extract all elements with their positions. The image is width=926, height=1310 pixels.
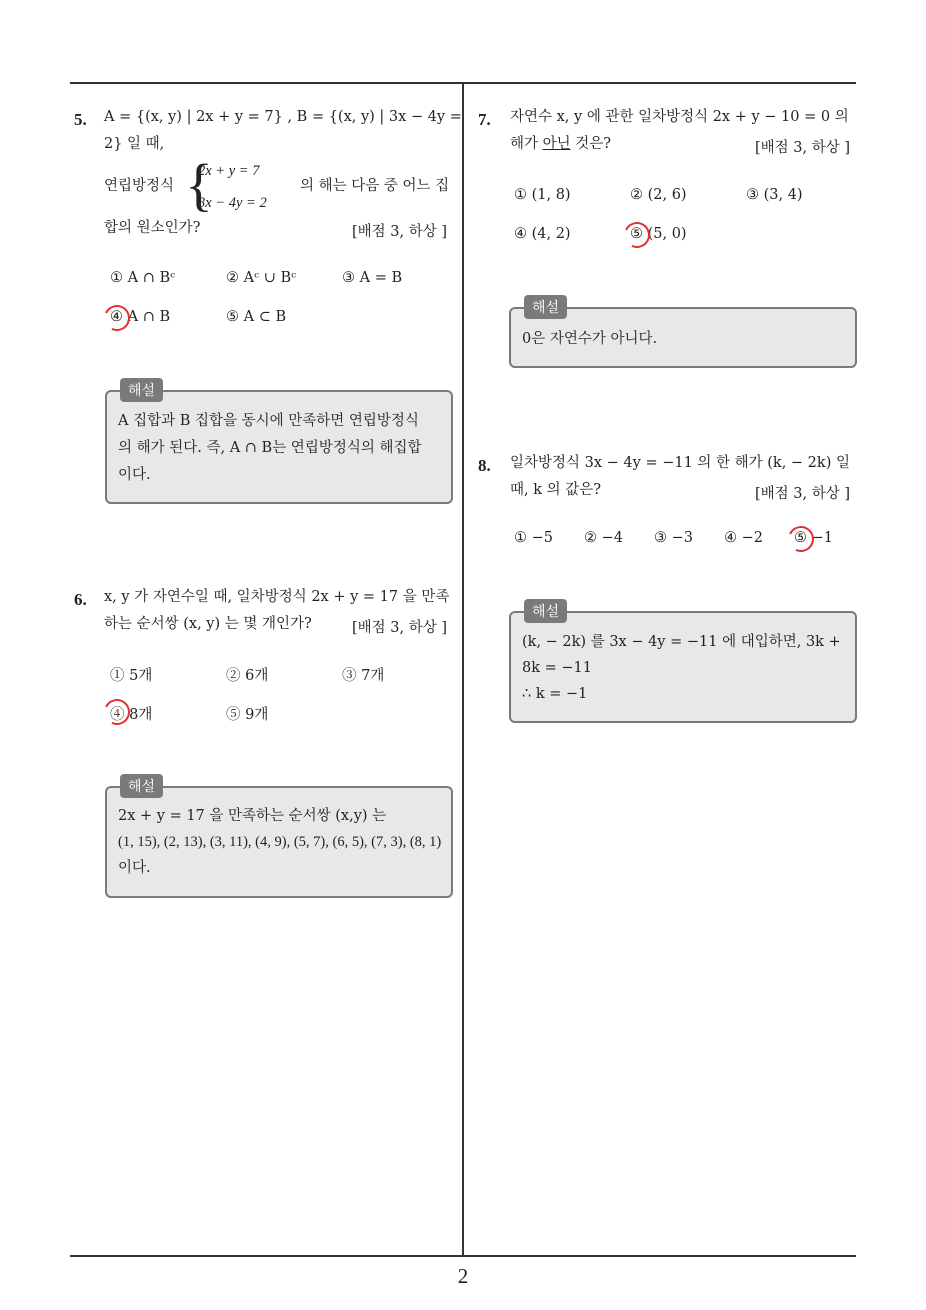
q5-choice-3[interactable]: ③ A = B: [342, 270, 403, 286]
q8-explanation-line3: ∴ k = −1: [522, 686, 588, 702]
q6-choice-4[interactable]: ④ 8개: [110, 707, 153, 723]
q8-line1: 일차방정식 3x − 4y = −11 의 한 해가 (k, − 2k) 일: [510, 455, 850, 471]
q7-choice-5[interactable]: ⑤ (5, 0): [630, 226, 687, 242]
q5-choice-2[interactable]: ② Aᶜ ∪ Bᶜ: [226, 270, 297, 286]
q6-number: 6.: [74, 590, 87, 609]
q5-system-brace: {: [185, 152, 213, 217]
q6-explanation-line1: 2x + y = 17 을 만족하는 순서쌍 (x,y) 는: [118, 808, 387, 824]
q6-choice-1[interactable]: ① 5개: [110, 668, 153, 684]
q5-explanation-tag: 해설: [120, 378, 163, 402]
q8-explanation-line1: (k, − 2k) 를 3x − 4y = −11 에 대입하면, 3k +: [522, 634, 841, 650]
q5-eq2: 3x − 4y = 2: [198, 195, 267, 211]
q5-choice-5[interactable]: ⑤ A ⊂ B: [226, 309, 287, 325]
q6-choice-3[interactable]: ③ 7개: [342, 668, 385, 684]
q7-explanation-tag: 해설: [524, 295, 567, 319]
q6-points: [배점 3, 하상 ]: [352, 620, 448, 636]
q5-line3-post: 의 해는 다음 중 어느 집: [300, 178, 450, 194]
q5-answer-mark-icon: [100, 301, 133, 334]
q5-explanation-line1: A 집합과 B 집합을 동시에 만족하면 연립방정식: [118, 413, 419, 429]
q7-points: [배점 3, 하상 ]: [755, 140, 851, 156]
q7-choice-1[interactable]: ① (1, 8): [514, 187, 571, 203]
q8-choice-1[interactable]: ① −5: [514, 530, 553, 546]
q7-line1: 자연수 x, y 에 관한 일차방정식 2x + y − 10 = 0 의: [510, 109, 849, 125]
q6-explanation-line3: 이다.: [118, 860, 151, 876]
q5-line2: 2} 일 때,: [104, 136, 165, 152]
q7-number: 7.: [478, 110, 491, 129]
q8-explanation-line2: 8k = −11: [522, 660, 592, 676]
q8-choice-2[interactable]: ② −4: [584, 530, 623, 546]
q5-number: 5.: [74, 110, 87, 129]
q5-line3-pre: 연립방정식: [104, 178, 175, 194]
q7-explanation-line1: 0은 자연수가 아니다.: [522, 331, 658, 347]
q6-choice-2[interactable]: ② 6개: [226, 668, 269, 684]
q8-points: [배점 3, 하상 ]: [755, 486, 851, 502]
q8-explanation-tag: 해설: [524, 599, 567, 623]
q7-choice-2[interactable]: ② (2, 6): [630, 187, 687, 203]
q7-answer-mark-icon: [620, 218, 653, 251]
q8-choice-3[interactable]: ③ −3: [654, 530, 693, 546]
q8-number: 8.: [478, 456, 491, 475]
q7-line2: 해가 아닌 것은?: [510, 136, 612, 152]
q6-choice-5[interactable]: ⑤ 9개: [226, 707, 269, 723]
q5-line1: A = {(x, y) | 2x + y = 7} , B = {(x, y) | 3x − 4y =: [104, 109, 462, 125]
bottom-rule: [70, 1255, 856, 1257]
q5-line4: 합의 원소인가?: [104, 220, 201, 236]
q6-explanation-tag: 해설: [120, 774, 163, 798]
q7-underlined-word: 아닌: [542, 136, 571, 152]
q5-choice-4[interactable]: ④ A ∩ B: [110, 309, 171, 325]
q6-line1: x, y 가 자연수일 때, 일차방정식 2x + y = 17 을 만족: [104, 589, 450, 605]
q8-line2: 때, k 의 값은?: [510, 482, 602, 498]
q8-answer-mark-icon: [784, 522, 817, 555]
q5-choice-1[interactable]: ① A ∩ Bᶜ: [110, 270, 176, 286]
q5-explanation-line2: 의 해가 된다. 즉, A ∩ B는 연립방정식의 해집합: [118, 440, 422, 456]
q8-choice-5[interactable]: ⑤ −1: [794, 530, 833, 546]
q8-choice-4[interactable]: ④ −2: [724, 530, 763, 546]
q5-points: [배점 3, 하상 ]: [352, 224, 448, 240]
q7-choice-4[interactable]: ④ (4, 2): [514, 226, 571, 242]
column-divider: [462, 84, 464, 1257]
q5-eq1: 2x + y = 7: [198, 163, 260, 179]
q6-line2: 하는 순서쌍 (x, y) 는 몇 개인가?: [104, 616, 312, 632]
q6-explanation-line2: (1, 15), (2, 13), (3, 11), (4, 9), (5, 7), (6, 5), (7, 3), (8, 1): [118, 834, 442, 850]
page-number: 2: [457, 1264, 469, 1288]
q7-choice-3[interactable]: ③ (3, 4): [746, 187, 803, 203]
q5-explanation-line3: 이다.: [118, 467, 151, 483]
